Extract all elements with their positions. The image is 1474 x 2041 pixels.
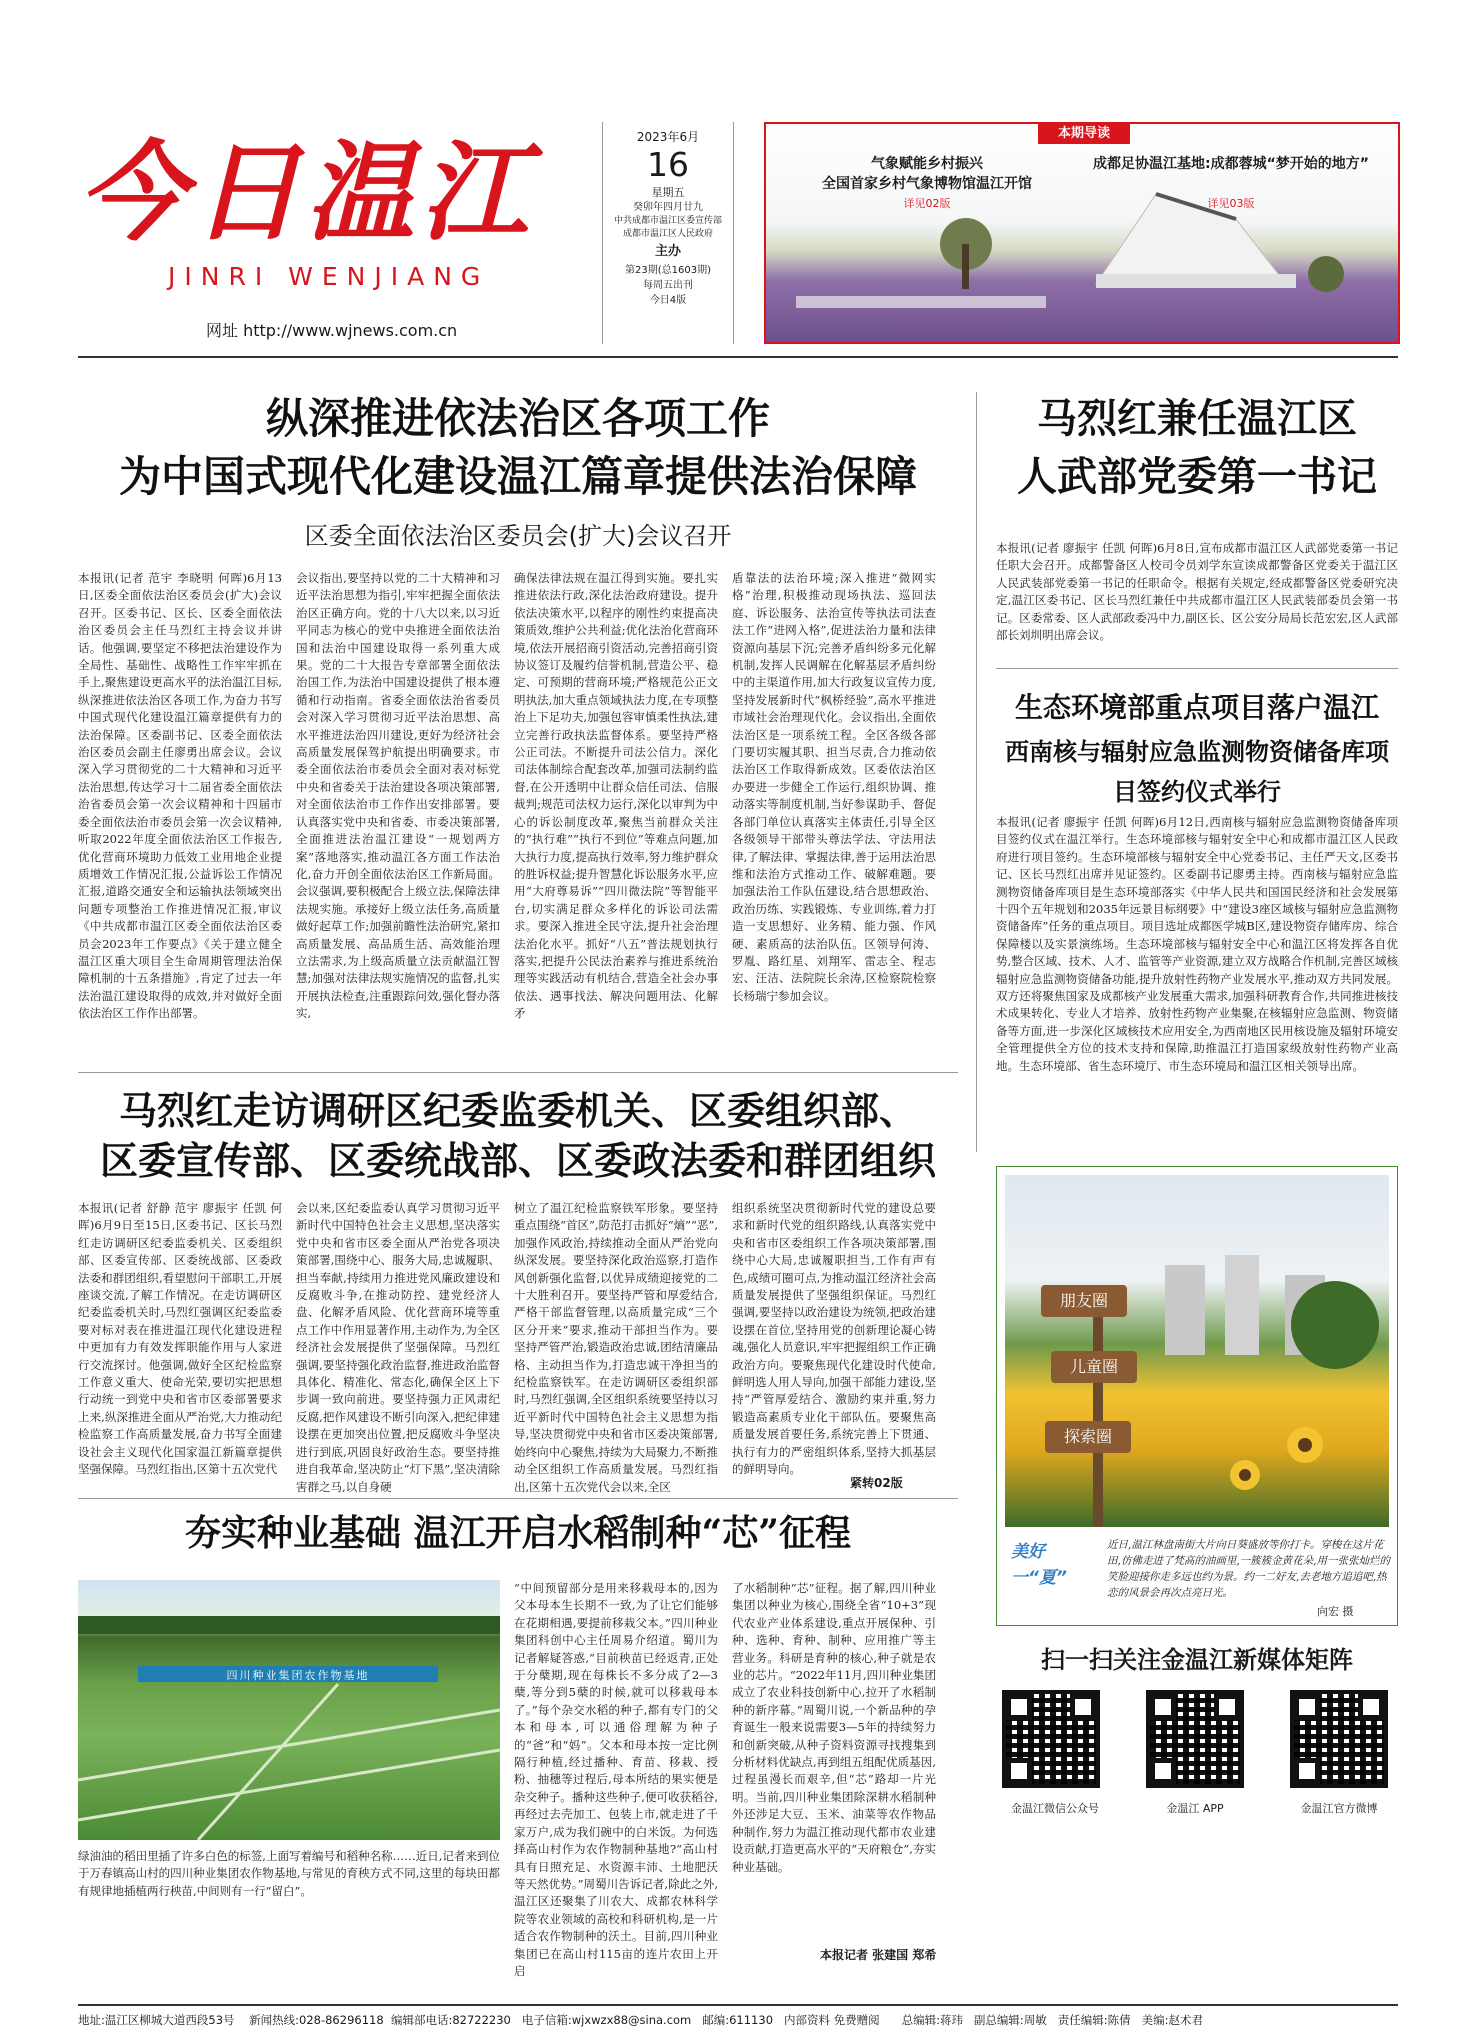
photo-feature-box	[996, 1166, 1398, 1626]
lead-column-1: 本报讯(记者 范宇 李晓明 何晖)6月13日,区委全面依法治区委员会(扩大)会议召开。区委书记、区长、区委全面依法治区委员会主任马烈红主持会议并讲话。他强调,要坚定不移把法治建设作为全局性、基础性、战略性工作牢牢抓在手上,聚焦建设更高水平的法治温江目标,纵深推进依法治区各项工作,为奋力书写中国式现代化建设温江篇章提供有力的法治保障。区委副书记、区委全面依法治区委员会副主任廖勇出席会议。会议深入学习贯彻党的二十大精神和习近平法治思想,传达学习十二届省委全面依法治省委员会第一次会议精神和十四届市委全面依法治市委员会第一次会议精神,听取2022年度全面依法治区工作报告,优化营商环境助力低效工业用地企业提质增效工作情况汇报,公益诉讼工作情况汇报,道路交通安全和运输执法领域突出问题专项整治工作推进情况汇报,审议《中共成都市温江区委全面依法治区委员会2023年工作要点》《关于建立健全温江区重大项目全生命周期管理法治保障机制的十五条措施》,肯定了过去一年法治温江建设取得的成效,并对做好全面依法治区工作作出部署。	[78, 571, 282, 1021]
footer-art-editor: 美编:赵术君	[1141, 2013, 1203, 2027]
sunflower-caption: 近日,温江林盘南街大片向日葵盛放等你打卡。穿梭在这片花田,仿佛走进了梵高的油画里,一簇簇金黄花朵,用一张张灿烂的笑脸迎接你走多远也约为景。约一二好友,去老地方追追吧,热恋的风景会再次点亮日光。	[1107, 1539, 1391, 1599]
footer-zip: 邮编:611130	[702, 2013, 774, 2027]
guide-left-ref: 详见02版	[903, 197, 951, 210]
lead-column-2: 会议指出,要坚持以党的二十大精神和习近平法治思想为指引,牢牢把握全面依法治区正确方向。党的十八大以来,以习近平同志为核心的党中央推进全面依法治国和法治中国建设取得一系列重大成果。党的二十大报告专章部署全面依法治国工作,为法治中国建设提供了根本遵循和行动指南。省委全面依法治省委员会对深入学习贯彻习近平法治思想、高水平推进法治四川建设,更好为经济社会高质量发展保驾护航提出明确要求。市委全面依法治市委员会全面对表对标党中央和省委关于法治建设各项决策部署,对全面依法治市工作作出安排部署。要认真落实党中央和省委、市委决策部署,全面推进法治温江建设“一规划两方案”落地落实,推动温江各方面工作法治化,奋力开创全面依法治区工作新局面。会议强调,要积极配合上级立法,保障法律法规实施。承接好上级立法任务,高质量做好起草工作;加强前瞻性法治研究,紧扣高质量发展、高品质生活、高效能治理立法需求,为上级高质量立法贡献温江智慧;加强对法律法规实施情况的监督,扎实开展执法检查,注重跟踪问效,强化督办落实,	[296, 571, 500, 1021]
guide-right-headline[interactable]	[1066, 154, 1396, 214]
footer	[78, 2012, 1398, 2028]
story3-top-rule	[78, 1498, 958, 1499]
story3-title: 夯实种业基础 温江开启水稻制种“芯”征程	[185, 1512, 851, 1554]
summer-badge: 美好一“夏”	[1011, 1542, 1067, 1588]
story2-column-2: 会以来,区纪委监委认真学习贯彻习近平新时代中国特色社会主义思想,坚决落实党中央和省市区委全面从严治党各项决策部署,围绕中心、服务大局,忠诚履职、担当奉献,持续用力推进党风廉政建设和反腐败斗争,在推动防控、建党经济人盘、化解矛盾风险、优化营商环境等重点工作中作用显著作用,主动作为,为全区经济社会发展提供了坚强保障。马烈红强调,要坚持强化政治监督,推进政治监督具体化、精准化、常态化,确保全区上下步调一致向前进。要坚持强力正风肃纪反腐,把作风建设不断引向深入,把纪律建设摆在更加突出位置,把反腐败斗争坚决进行到底,巩固良好政治生态。要坚持推进自我革命,坚决防止“灯下黑”,坚决清除害群之马,以自身硬	[296, 1201, 500, 1494]
masthead-rule	[78, 356, 1398, 358]
footer-editorial: 编辑部电话:82722230	[390, 2013, 511, 2027]
rice-field-illustration	[78, 1580, 500, 1840]
story3-caption: 绿油油的稻田里插了许多白色的标签,上面写着编号和稻种名称……近日,记者来到位于万春镇高山村的四川种业集团农作物基地,与常见的育秧方式不同,这里的每块田都有规律地插植两行秧苗,中间则有一行“留白”。	[78, 1849, 500, 1898]
sign-children: 儿童圈	[1051, 1351, 1137, 1383]
side1-title-line2: 人武部党委第一书记	[1017, 453, 1377, 500]
lead-subtitle: 区委全面依法治区委员会(扩大)会议召开	[304, 522, 732, 550]
footer-hotline: 新闻热线:028-86296118	[249, 2013, 384, 2027]
guide-right-line1: 成都足协温江基地:成都蓉城“梦开始的地方”	[1093, 156, 1369, 172]
scan-title: 扫一扫关注金温江新媒体矩阵	[1041, 1645, 1353, 1674]
footer-deputy-editor: 副总编辑:周敏	[973, 2013, 1047, 2027]
sign-friends: 朋友圈	[1041, 1285, 1127, 1317]
date-day: 16	[647, 145, 689, 184]
sign-explore: 探索圈	[1045, 1421, 1131, 1453]
qr-code-weibo[interactable]	[1290, 1690, 1388, 1788]
qr-code-app[interactable]	[1146, 1690, 1244, 1788]
guide-tag: 本期导读	[1038, 124, 1130, 144]
footer-address: 地址:温江区柳城大道西段53号	[78, 2013, 235, 2027]
sponsor-1: 中共成都市温江区委宣传部	[613, 216, 722, 226]
lead-column-4: 盾靠法的法治环境;深入推进“微网实格”治理,积极推动现场执法、巡回法庭、诉讼服务、法治宣传等执法司法查法工作“进网入格”,促进法治力量和法律资源向基层下沉;完善矛盾纠纷多元化解机制,发挥人民调解在化解基层矛盾纠纷中的主渠道作用,加大行政复议宣传力度,坚持发展新时代“枫桥经验”,高水平推进市域社会治理现代化。会议指出,全面依法治区是一项系统工程。全区各级各部门要切实履其职、担当尽责,合力推动依法治区工作取得新成效。区委依法治区办要进一步健全工作运行,组织协调、推动落实等制度机制,当好参谋助手、督促各部门单位认真落实主体责任,引导全区各级领导干部带头尊法学法、守法用法律,了解法律、掌握法律,善于运用法治思维和法治方式推动工作、破解难题。要加强法治工作队伍建设,结合思想政治、政治历练、实践锻炼、专业训练,着力打造一支思想好、业务精、能力强、作风硬、素质高的法治队伍。区领导何涛、罗胤、路红星、刘翔军、雷志全、程志宏、汪洁、法院院长余涛,区检察院检察长杨瑞宁参加会议。	[732, 571, 936, 1003]
story2-column-3: 树立了温江纪检监察铁军形象。要坚持重点围绕“首区”,防范打击抓好“熵”“恶”,加强作风政治,持续推动全面从严治党向纵深发展。要坚持深化政治巡察,打造作风创新强化监督,以优异成绩迎接党的二十大胜利召开。要坚持严管和厚爱结合,严格干部监督管理,以高质量完成“三个区分开来”要求,推动干部担当作为。要坚持严管严治,锻造政治忠诚,团结清廉品格、主动担当作为,打造忠诚干净担当的纪检监察铁军。在走访调研区委组织部时,马烈红强调,全区组织系统要坚持以习近平新时代中国特色社会主义思想为指导,坚决贯彻党中央和省市区委决策部署,始终向中心聚焦,持续为大局聚力,不断推动全区组织工作高质量发展。马烈红指出,区第十五次党代会以来,全区	[514, 1201, 718, 1494]
lead-column-3: 确保法律法规在温江得到实施。要扎实推进依法行政,深化法治政府建设。提升依法决策水平,以程序的刚性约束提高决策质效,维护公共利益;优化法治化营商环境,依法开展招商引资活动,完善招商引资协议签订及履约信誉机制,营造公平、稳定、可预期的营商环境;严格规范公正文明执法,加大重点领域执法力度,在专项整治上下足功夫,加强包容审慎柔性执法,建立完善行政执法监督体系。要坚持严格公正司法。不断提升司法公信力。深化司法体制综合配套改革,加强司法制约监督,在公开透明中让群众信任司法、信服裁判;规范司法权力运行,深化以审判为中心的诉讼制度改革,聚焦当前群众关注的“执行难”“执行不到位”等难点问题,加大执行力度,提高执行效率,努力维护群众的胜诉权益;提升智慧化诉讼服务水平,应用“大府尊易诉”“四川微法院”等智能平台,切实满足群众多样化的诉讼司法需求。要深入推进全民守法,提升社会治理法治化水平。抓好“八五”普法规划执行落实,把提升公民法治素养与推进系统治理等实践活动有机结合,营造全社会办事依法、遇事找法、解决问题用法、化解矛	[514, 571, 718, 1021]
lunar-date: 癸卯年四月廿九	[633, 202, 703, 213]
masthead-title: 今日温江	[78, 130, 535, 256]
guide-right-ref: 详见03版	[1207, 197, 1255, 210]
story2-continuation[interactable]: 紧转02版	[850, 1476, 903, 1490]
guide-left-headline[interactable]	[802, 154, 1052, 214]
rice-field-photo	[78, 1580, 500, 1840]
story3-column-3: 了水稻制种“芯”征程。据了解,四川种业集团以种业为核心,围绕全省“10+3”现代农业产业体系建设,重点开展保种、引种、选种、育种、制种、应用推广等主营业务。科研是育种的核心,种子就是农业的芯片。“2022年11月,四川种业集团成立了农业科技创新中心,拉开了水稻制种的新序幕。”周蜀川说,一个新品种的孕育诞生一般来说需要3—5年的持续努力和创新突破,从种子资料资源寻找搜集到分析材料优缺点,再到组五组配优质基因,过程虽漫长而艰辛,但“芯”路却一片光明。当前,四川种业集团除深耕水稻制种外还涉足大豆、玉米、油菜等农作物品种制作,努力为温江推动现代都市农业建设贡献,打造更高水平的“天府粮仓”,夯实种业基础。	[732, 1581, 936, 1874]
rice-field-banner: 四川种业集团农作物基地	[226, 1669, 370, 1682]
sunflower-photo	[1005, 1175, 1389, 1527]
lead-title-line2: 为中国式现代化建设温江篇章提供法治保障	[118, 452, 917, 501]
side2-title-line2: 西南核与辐射应急监测物资储备库项目签约仪式举行	[1005, 737, 1389, 806]
sponsor-2: 成都市温江区人民政府	[622, 229, 713, 239]
story3-byline: 本报记者 张建国 郑希	[820, 1948, 937, 1962]
side1-title-line1: 马烈红兼任温江区	[1037, 395, 1357, 442]
footer-chief-editor: 总编辑:蒋玮	[901, 2013, 963, 2027]
date-year-month: 2023年6月	[636, 130, 700, 144]
story2-title-line2: 区委宣传部、区委统战部、区委政法委和群团组织	[99, 1138, 936, 1183]
side2-body: 本报讯(记者 廖振宇 任凯 何晖)6月12日,西南核与辐射应急监测物资储备库项目签约仪式在温江举行。生态环境部核与辐射安全中心和成都市温江区人民政府进行项目签约。生态环境部核与辐射安全中心党委书记、主任严天文,区委书记、区长马烈红出席并见证签约。区委副书记廖勇主持。西南核与辐射应急监测物资储备库项目是生态环境部落实《中华人民共和国国民经济和社会发展第十四个五年规划和2035年远景目标纲要》中“建设3座区域核与辐射应急监测物资储备库”任务的重点项目。项目选址成都医学城B区,建设物资存储库房、综合保障楼以及实景演练场。生态环境部核与辐射安全中心和温江区将发挥各自优势,整合区域、技术、人才、监管等产业资源,建立双方战略合作机制,完善区域核辐射应急监测物资储备功能,提升放射性药物产业发展水平,推动双方共同发展。双方还将聚焦国家及成都核产业发展重大需求,加强科研教育合作,共同推进核技术成果转化、专业人才培养、放射性药物产业集聚,在核辐射应急监测、物资储备等方面,进一步深化区域核技术应用安全,为西南地区民用核设施及辐射环境安全管理提供全方位的技术支持和保障,助推温江打造国家级放射性药物产业高地。生态环境部、省生态环境厅、市生态环境局和温江区相关领导出席。	[996, 815, 1398, 1073]
sunflower-credit: 向宏 摄	[1317, 1605, 1354, 1618]
weekday: 星期五	[651, 186, 685, 199]
frequency: 每周五出刊	[643, 280, 693, 291]
side-rule	[996, 668, 1398, 669]
footer-rule	[78, 2004, 1398, 2006]
story3-column-2: “中间预留部分是用来移栽母本的,因为父本母本生长期不一致,为了让它们能够在花期相遇,要提前移栽父本。”四川种业集团科创中心主任周易介绍道。蜀川为记者解疑答惑,“目前秧苗已经返青,正处于分蘖期,现在每株长不多分成了2—3蘖,等分到5蘖的时候,就可以移栽母本了。”每个杂交水稻的种子,都有专门的父本和母本,可以通俗理解为种子的“爸”和“妈”。父本和母本按一定比例隔行种植,经过播种、育苗、移栽、授粉、抽穗等过程后,母本所结的果实便是杂交种子。播种这些种子,便可收获稻谷,再经过去壳加工、包装上市,就走进了千家万户,成为我们碗中的白米饭。为何选择高山村作为农作物制种基地?“高山村具有日照充足、水资源丰沛、土地肥沃等天然优势。”周蜀川告诉记者,除此之外,温江区还聚集了川农大、成都农林科学院等农业领域的高校和科研机构,是一片适合农作物制种的沃土。目前,四川种业集团已在高山村115亩的连片农田上开启	[514, 1581, 718, 1978]
story2-column-1: 本报讯(记者 舒静 范宇 廖振宇 任凯 何晖)6月9日至15日,区委书记、区长马烈红走访调研区纪委监委机关、区委组织部、区委宣传部、区委统战部、区委政法委和群团组织,看望慰问干部职工,开展座谈交流,了解工作情况。在走访调研区纪委监委机关时,马烈红强调区纪委监委要对标对表在推进温江现代化建设进程中更加有力有效发挥职能作用与人家进行交流探讨。他强调,做好全区纪检监察工作意义重大、使命光荣,要切实把思想行动统一到党中央和省市区委部署要求上来,纵深推进全面从严治党,大力推动纪检监察工作高质量发展,奋力书写全面建设社会主义现代化国家温江新篇章提供坚强保障。马烈红指出,区第十五次党代	[78, 1201, 282, 1477]
date-block	[602, 122, 734, 344]
footer-email[interactable]: 电子信箱:wjxwzx88@sina.com	[521, 2013, 692, 2027]
host-label: 主办	[654, 244, 681, 259]
qr-label-weibo: 金温江官方微博	[1300, 1802, 1378, 1815]
guide-left-line1: 气象赋能乡村振兴	[871, 156, 983, 172]
footer-internal: 内部资料 免费赠阅	[783, 2013, 880, 2027]
right-column-divider	[976, 392, 977, 1152]
story2-title-line1: 马烈红走访调研区纪委监委机关、区委组织部、	[118, 1088, 917, 1133]
lead-title-line1: 纵深推进依法治区各项工作	[265, 394, 770, 443]
page-count: 今日4版	[649, 295, 687, 306]
story2-top-rule	[78, 1072, 958, 1073]
story2-column-4: 组织系统坚决贯彻新时代党的建设总要求和新时代党的组织路线,认真落实党中央和省市区委组织工作各项决策部署,围绕中心大局,忠诚履职担当,工作有声有色,成绩可圈可点,为推动温江经济社会高质量发展提供了坚强组织保证。马烈红强调,要坚持以政治建设为统领,把政治建设摆在首位,坚持用党的创新理论凝心铸魂,强化人员意识,牢牢把握组织工作正确政治方向。要聚焦现代化建设时代使命,鲜明选人用人导向,加强干部能力建设,坚持“严管厚爱结合、激励约束并重,努力锻造高素质专业化干部队伍。要聚焦高质量发展首要任务,系统完善上下贯通、执行有力的严密组织体系,坚持大抓基层的鲜明导向。	[732, 1201, 936, 1477]
issue-number: 第23期(总1603期)	[625, 265, 711, 276]
qr-code-wechat[interactable]	[1002, 1690, 1100, 1788]
side1-body: 本报讯(记者 廖振宇 任凯 何晖)6月8日,宣布成都市温江区人武部党委第一书记任职大会召开。成都警备区人校司令员刘学东宣读成都警备区党委关于温江区人民武装部党委第一书记的任职命令。根据有关规定,经成都警备区党委研究决定,温江区委书记、区长马烈红兼任中共成都市温江区人民武装部委员会第一书记。区委常委、区人武部政委冯中力,副区长、区公安分局局长范宏宏,区人武部部长刘圳明出席会议。	[996, 541, 1398, 643]
qr-label-wechat: 金温江微信公众号	[1011, 1802, 1099, 1815]
guide-box	[764, 122, 1400, 344]
side2-title-line1: 生态环境部重点项目落户温江	[1014, 691, 1379, 724]
website-url[interactable]: 网址 http://www.wjnews.com.cn	[206, 321, 458, 340]
guide-left-line2: 全国首家乡村气象博物馆温江开馆	[822, 176, 1032, 192]
qr-label-app: 金温江 APP	[1166, 1802, 1224, 1815]
masthead-pinyin: JINRI WENJIANG	[168, 262, 490, 291]
footer-responsible-editor: 责任编辑:陈倩	[1057, 2013, 1131, 2027]
